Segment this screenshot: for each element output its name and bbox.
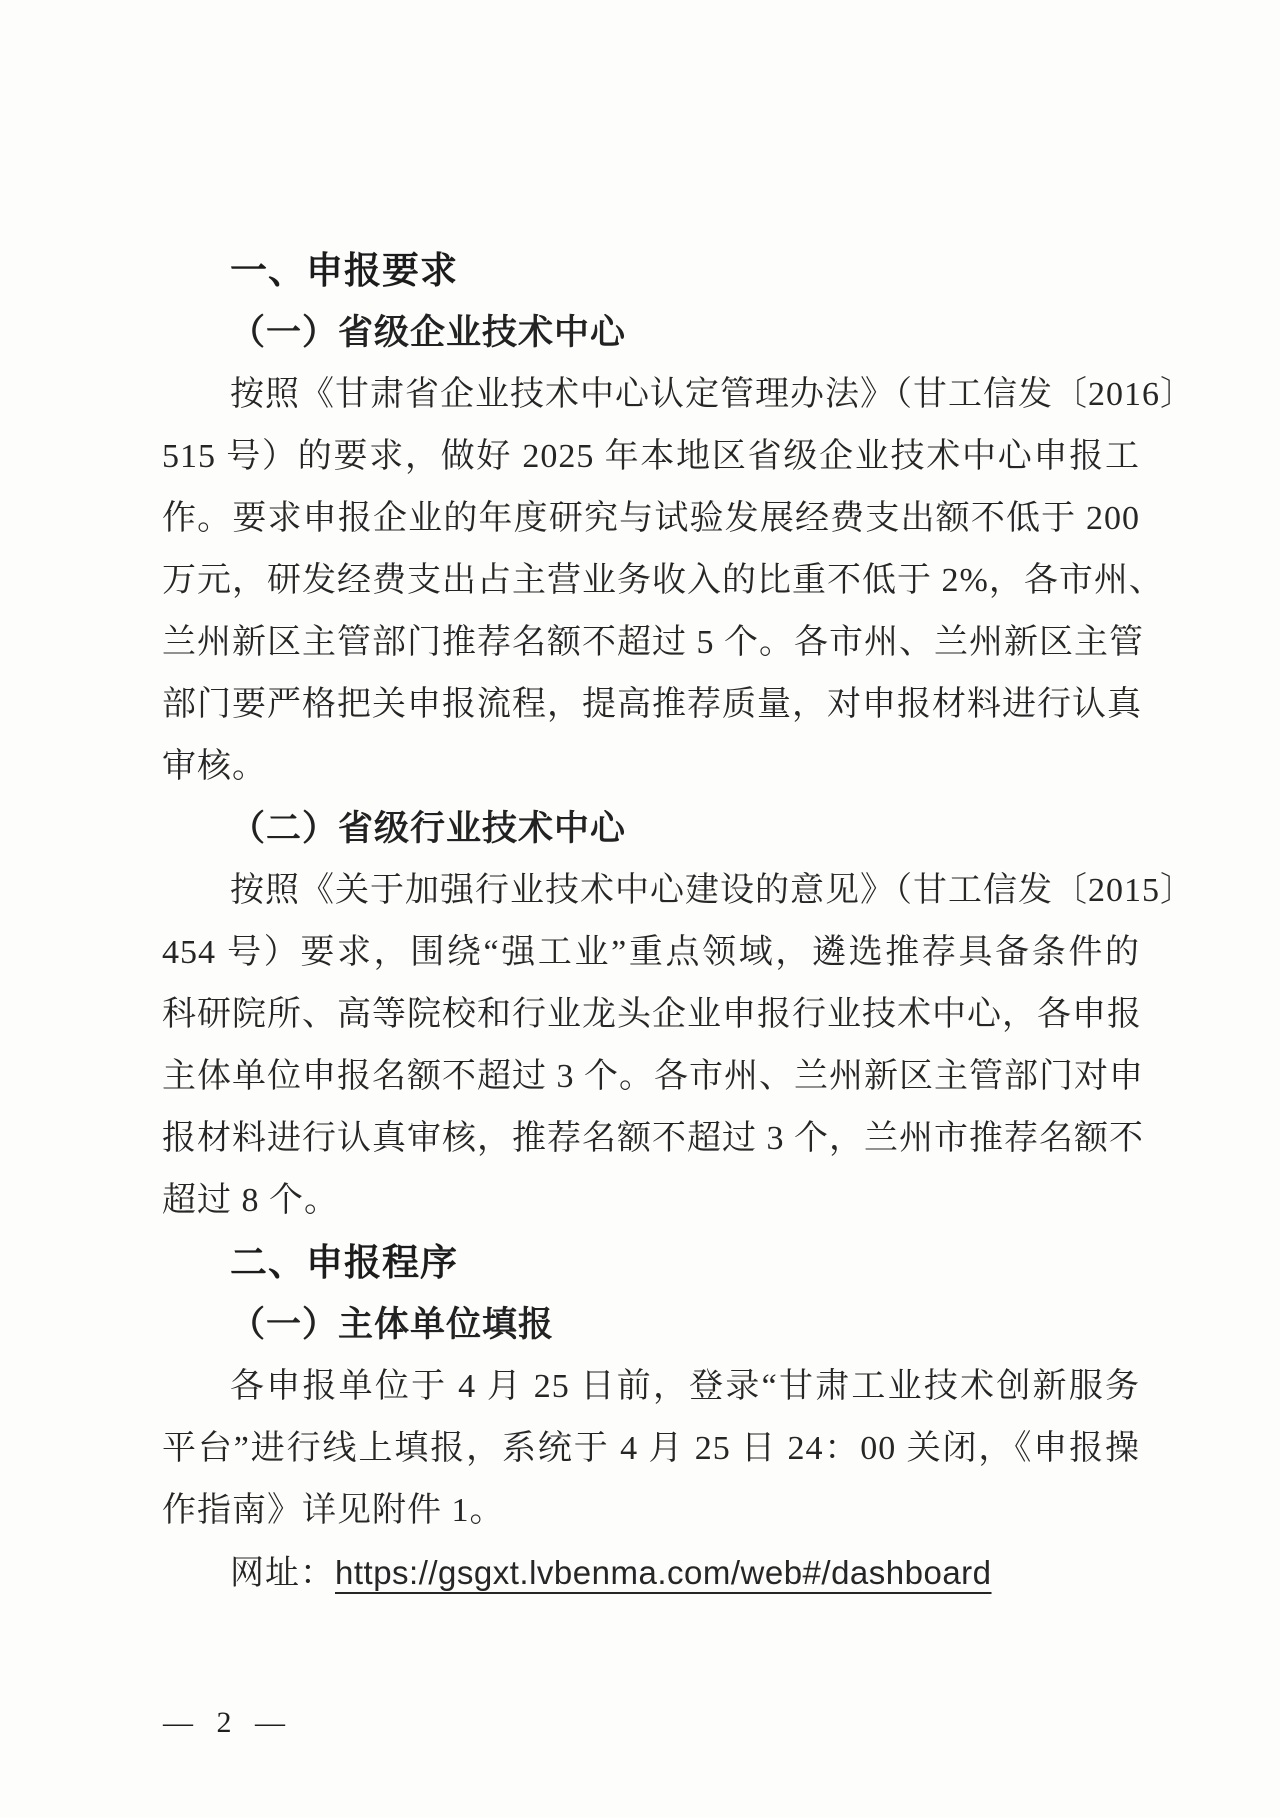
section-2-sub-1-heading: （一）主体单位填报 bbox=[230, 1305, 555, 1344]
url-label: 网址： bbox=[230, 1555, 335, 1592]
paragraph-line: 各申报单位于 4 月 25 日前，登录“甘肃工业技术创新服务 bbox=[230, 1368, 1140, 1405]
url-line bbox=[162, 1542, 1140, 1604]
paragraph-line: 科研院所、高等院校和行业龙头企业申报行业技术中心，各申报 bbox=[162, 996, 1142, 1033]
paragraph-line: 超过 8 个。 bbox=[162, 1182, 339, 1219]
paragraph-line: 作。要求申报企业的年度研究与试验发展经费支出额不低于 200 bbox=[162, 500, 1140, 537]
paragraph-line: 报材料进行认真审核，推荐名额不超过 3 个，兰州市推荐名额不 bbox=[162, 1120, 1144, 1157]
page-number: — 2 — bbox=[163, 1706, 293, 1739]
paragraph-line: 主体单位申报名额不超过 3 个。各市州、兰州新区主管部门对申 bbox=[162, 1058, 1144, 1095]
paragraph-line: 万元，研发经费支出占主营业务收入的比重不低于 2%，各市州、 bbox=[162, 562, 1164, 599]
paragraph-line: 按照《甘肃省企业技术中心认定管理办法》（甘工信发〔2016〕 bbox=[230, 376, 1195, 413]
paragraph-line: 454 号）要求，围绕“强工业”重点领域，遴选推荐具备条件的 bbox=[162, 934, 1140, 971]
section-2-heading: 二、申报程序 bbox=[230, 1242, 458, 1283]
section-1-heading: 一、申报要求 bbox=[230, 250, 458, 291]
paragraph-line: 515 号）的要求，做好 2025 年本地区省级企业技术中心申报工 bbox=[162, 438, 1140, 475]
paragraph-line: 平台”进行线上填报，系统于 4 月 25 日 24：00 关闭，《申报操 bbox=[162, 1430, 1140, 1467]
section-1-sub-1-heading: （一）省级企业技术中心 bbox=[230, 313, 627, 352]
paragraph-line: 审核。 bbox=[162, 748, 267, 785]
url-link: https://gsgxt.lvbenma.com/web#/dashboard bbox=[335, 1554, 992, 1591]
document-body bbox=[162, 240, 1195, 1604]
paragraph-line: 部门要严格把关申报流程，提高推荐质量，对申报材料进行认真 bbox=[162, 686, 1142, 723]
paragraph-line: 作指南》详见附件 1。 bbox=[162, 1492, 505, 1529]
paragraph-line: 按照《关于加强行业技术中心建设的意见》（甘工信发〔2015〕 bbox=[230, 872, 1195, 909]
section-1-sub-2-heading: （二）省级行业技术中心 bbox=[230, 809, 627, 848]
paragraph-line: 兰州新区主管部门推荐名额不超过 5 个。各市州、兰州新区主管 bbox=[162, 624, 1144, 661]
